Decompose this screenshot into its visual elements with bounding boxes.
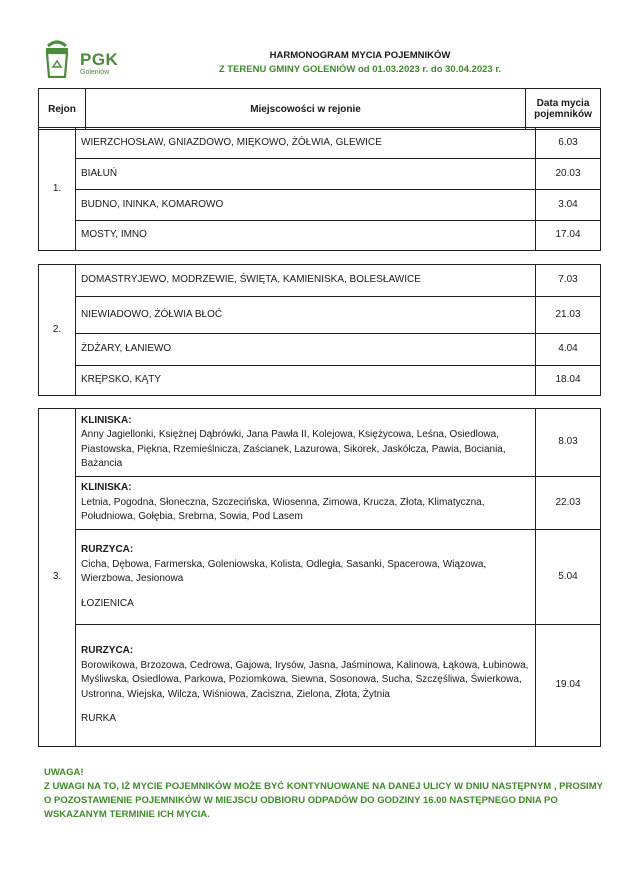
places-cell <box>76 477 536 530</box>
table-header <box>38 88 601 130</box>
region-1-table <box>38 127 601 251</box>
date-cell: 6.03 <box>536 128 601 159</box>
street-list: Cicha, Dębowa, Farmerska, Goleniowska, Kolista, Odległa, Sasanki, Spacerowa, Wiązowa, Wierzbowa, Jesionowa <box>81 558 487 584</box>
table-row <box>39 190 601 221</box>
date-cell: 22.03 <box>536 477 601 530</box>
locality-heading: KLINISKA: <box>81 482 132 494</box>
notice-text: Z UWAGI NA TO, IŻ MYCIE POJEMNIKÓW MOŻE BYĆ KONTYNUOWANE NA DANEJ ULICY W DNIU NASTĘPNYM , PROSIMY O POZOSTAWIENIE POJEMNIKÓW W MIEJSCU ODBIORU ODPADÓW DO GODZINY 16.00 NASTĘPNEGO DNIA PO WSKAZANYM TERMINIE ICH MYCIA. <box>44 781 603 820</box>
table-row <box>39 265 601 297</box>
date-cell: 3.04 <box>536 190 601 221</box>
region-label: 3. <box>39 409 76 747</box>
notice <box>44 766 604 822</box>
table-row <box>39 128 601 159</box>
date-cell: 21.03 <box>536 297 601 334</box>
document-subtitle: Z TERENU GMINY GOLENIÓW od 01.03.2023 r. do 30.04.2023 r. <box>218 64 502 75</box>
places-cell: WIERZCHOSŁAW, GNIAZDOWO, MIĘKOWO, ŻÓŁWIA, GLEWICE <box>76 128 536 159</box>
date-cell: 8.03 <box>536 409 601 477</box>
table-row <box>39 409 601 477</box>
header-date-line2: pojemników <box>534 109 592 120</box>
street-list: Borowikowa, Brzozowa, Cedrowa, Gajowa, Irysów, Jasna, Jaśminowa, Kalinowa, Łąkowa, Łubinowa, Myśliwska, Osiedlowa, Parkowa, Poziomkowa, Siewna, Sosonowa, Sucha, Szczęśliwa, Świerkowa, Ustronna, Wiejska, Wilcza, Wiśniowa, Zaciszna, Zielona, Złota, Żytnia <box>81 659 529 700</box>
places-cell: ŻDŻARY, ŁANIEWO <box>76 334 536 366</box>
region-3-table <box>38 408 601 747</box>
date-cell: 5.04 <box>536 530 601 625</box>
region-label: 2. <box>39 265 76 396</box>
header-date <box>526 89 601 130</box>
places-cell: NIEWIADOWO, ŻÓŁWIA BŁOĆ <box>76 297 536 334</box>
date-cell: 4.04 <box>536 334 601 366</box>
recycle-bin-icon <box>44 40 70 78</box>
street-list: Anny Jagiellonki, Księżnej Dąbrówki, Jana Pawła II, Kolejowa, Księżycowa, Leśna, Osiedlowa, Piastowska, Piękna, Rzemieślnicza, Zaścianek, Lazurowa, Sikorek, Jaskółcza, Pawia, Bociania, Bażancia <box>81 429 506 469</box>
places-cell <box>76 530 536 625</box>
company-logo <box>44 40 134 84</box>
places-cell: MOSTY, IMNO <box>76 221 536 251</box>
table-row <box>39 625 601 747</box>
table-row <box>39 159 601 190</box>
table-row <box>39 297 601 334</box>
street-list: Letnia, Pogodna, Słoneczna, Szczecińska, Wiosenna, Zimowa, Krucza, Złota, Klimatyczna, Południowa, Gołębia, Srebrna, Sowia, Pod Lasem <box>81 496 485 523</box>
header-date-line1: Data mycia <box>536 98 590 109</box>
table-row <box>39 366 601 396</box>
places-cell: KRĘPSKO, KĄTY <box>76 366 536 396</box>
region-2-table <box>38 264 601 396</box>
extra-locality: ŁOZIENICA <box>81 597 134 609</box>
header-rejon: Rejon <box>39 89 86 130</box>
logo-name: PGK <box>80 50 119 69</box>
logo-subtitle: Goleniów <box>80 69 110 76</box>
locality-heading: RURZYCA: <box>81 645 134 657</box>
table-row <box>39 221 601 251</box>
header-places: Miejscowości w rejonie <box>86 89 526 130</box>
date-cell: 17.04 <box>536 221 601 251</box>
date-cell: 19.04 <box>536 625 601 747</box>
document-title: HARMONOGRAM MYCIA POJEMNIKÓW <box>269 50 451 61</box>
date-cell: 18.04 <box>536 366 601 396</box>
table-row <box>39 477 601 530</box>
notice-title: UWAGA! <box>44 767 84 778</box>
date-cell: 20.03 <box>536 159 601 190</box>
table-row <box>39 530 601 625</box>
table-row <box>39 334 601 366</box>
places-cell <box>76 625 536 747</box>
places-cell: DOMASTRYJEWO, MODRZEWIE, ŚWIĘTA, KAMIENISKA, BOLESŁAWICE <box>76 265 536 297</box>
places-cell <box>76 409 536 477</box>
locality-heading: RURZYCA: <box>81 544 134 555</box>
date-cell: 7.03 <box>536 265 601 297</box>
region-label: 1. <box>39 128 76 251</box>
extra-locality: RURKA <box>81 713 117 725</box>
places-cell: BUDNO, ININKA, KOMAROWO <box>76 190 536 221</box>
locality-heading: KLINISKA: <box>81 414 132 426</box>
places-cell: BIAŁUŃ <box>76 159 536 190</box>
